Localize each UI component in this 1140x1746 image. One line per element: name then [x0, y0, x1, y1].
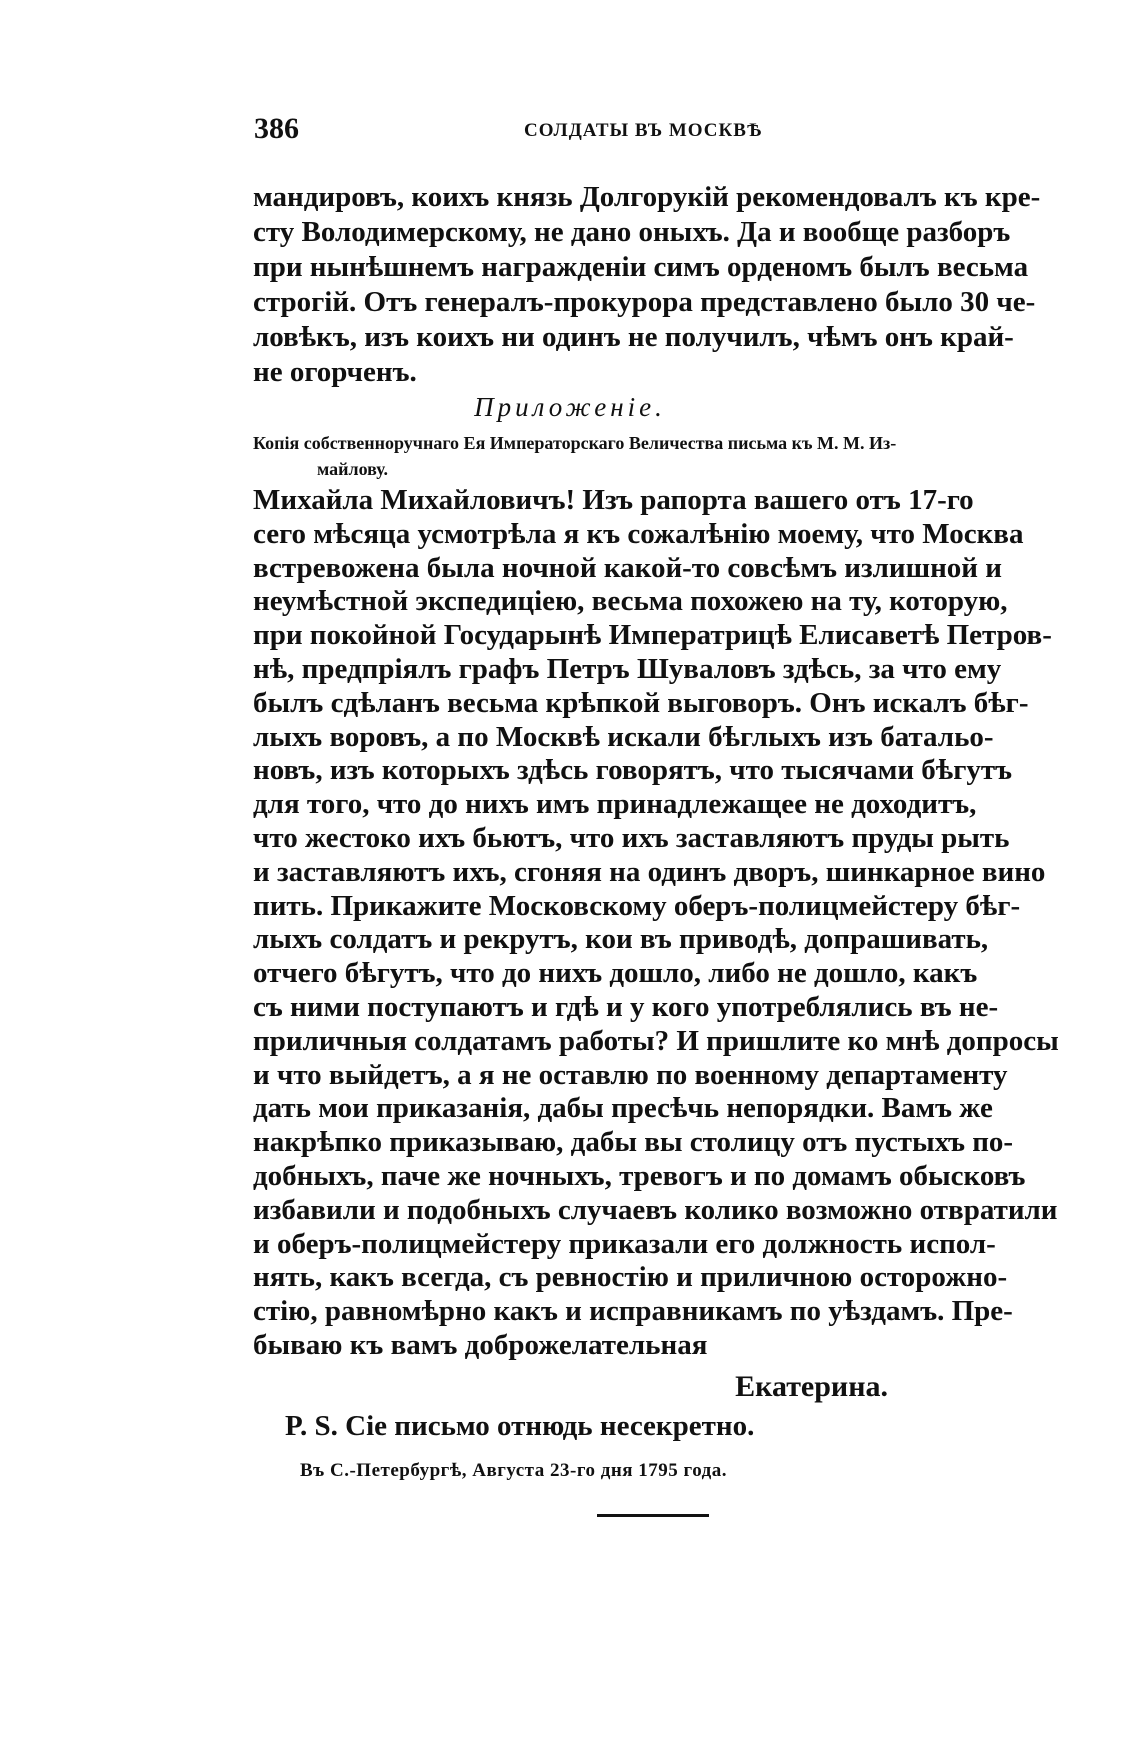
- letter-line: неумѣстной экспедиціею, весьма похожею на ту, которую,: [253, 585, 1008, 618]
- letter-line: встревожена была ночной какой-то совсѣмъ излишной и: [253, 551, 1002, 584]
- caption-line: майлову.: [317, 459, 388, 479]
- letter-line: нять, какъ всегда, съ ревностію и приличною осторожно-: [253, 1261, 1008, 1294]
- letter-text: [253, 484, 1059, 1363]
- end-rule: [597, 1514, 709, 1517]
- body-text: [253, 180, 1041, 390]
- body-line: сту Володимерскому, не дано оныхъ. Да и вообще разборъ: [253, 216, 1011, 248]
- body-line: строгій. Отъ генералъ-прокурора представлено было 30 че-: [253, 286, 1036, 318]
- letter-line: накрѣпко приказываю, дабы вы столицу отъ пустыхъ по-: [253, 1126, 1014, 1159]
- letter-line: и заставляютъ ихъ, сгоняя на одинъ дворъ, шинкарное вино: [253, 855, 1046, 888]
- running-head: СОЛДАТЫ ВЪ МОСКВѢ: [524, 120, 763, 141]
- page-number: 386: [254, 112, 299, 145]
- letter-line: лыхъ воровъ, а по Москвѣ искали бѣглыхъ изъ батальо-: [253, 720, 994, 753]
- caption-line: Копія собственноручнаго Ея Императорскаго Величества письма къ М. М. Из-: [253, 433, 897, 453]
- letter-line: нѣ, предпріялъ графъ Петръ Шуваловъ здѣсь, за что ему: [253, 652, 1002, 685]
- letter-line: Михайла Михайловичъ! Изъ рапорта вашего отъ 17-го: [253, 484, 974, 516]
- letter-line: сего мѣсяца усмотрѣла я къ сожалѣнію моему, что Москва: [253, 517, 1024, 550]
- dateline: Въ С.-Петербургѣ, Августа 23-го дня 1795 года.: [300, 1460, 728, 1481]
- letter-line: былъ сдѣланъ весьма крѣпкой выговоръ. Онъ искалъ бѣг-: [253, 686, 1029, 719]
- body-line: не огорченъ.: [253, 356, 417, 388]
- letter-line: для того, что до нихъ имъ принадлежащее не доходитъ,: [253, 788, 977, 821]
- letter-line: отчего бѣгутъ, что до нихъ дошло, либо не дошло, какъ: [253, 957, 978, 990]
- letter-line: приличныя солдатамъ работы? И пришлите ко мнѣ допросы: [253, 1024, 1059, 1057]
- letter-line: дать мои приказанія, дабы пресѣчь непорядки. Вамъ же: [253, 1092, 993, 1125]
- letter-line: избавили и подобныхъ случаевъ колико возможно отвратили: [253, 1193, 1058, 1226]
- letter-line: лыхъ солдатъ и рекрутъ, кои въ приводѣ, допрашивать,: [253, 923, 989, 956]
- letter-line: и что выйдетъ, а я не оставлю по военному департаменту: [253, 1058, 1008, 1091]
- signature: Екатерина.: [735, 1370, 888, 1403]
- body-line: мандировъ, коихъ князь Долгорукій рекомендовалъ къ кре-: [253, 181, 1041, 213]
- body-line: при нынѣшнемъ награжденіи симъ орденомъ былъ весьма: [253, 251, 1029, 283]
- letter-line: бываю къ вамъ доброжелательная: [253, 1328, 708, 1361]
- letter-line: добныхъ, паче же ночныхъ, тревогъ и по домамъ обысковъ: [253, 1159, 1026, 1192]
- letter-line: съ ними поступаютъ и гдѣ и у кого употреблялись въ не-: [253, 990, 999, 1023]
- letter-line: новъ, изъ которыхъ здѣсь говорятъ, что тысячами бѣгутъ: [253, 754, 1013, 787]
- letter-line: и оберъ-полицмейстеру приказали его должность испол-: [253, 1227, 996, 1260]
- postscript: P. S. Сіе письмо отнюдь несекретно.: [285, 1410, 755, 1442]
- page-header: [254, 112, 888, 152]
- body-line: ловѣкъ, изъ коихъ ни одинъ не получилъ, чѣмъ онъ край-: [253, 321, 1014, 353]
- appendix-caption: [253, 430, 897, 482]
- letter-line: при покойной Государынѣ Императрицѣ Елисаветѣ Петров-: [253, 619, 1052, 652]
- letter-line: стію, равномѣрно какъ и исправникамъ по уѣздамъ. Пре-: [253, 1295, 1013, 1328]
- appendix-title: Приложеніе.: [474, 392, 666, 422]
- letter-line: что жестоко ихъ бьютъ, что ихъ заставляютъ пруды рыть: [253, 821, 1010, 854]
- letter-line: пить. Прикажите Московскому оберъ-полицмейстеру бѣг-: [253, 889, 1021, 922]
